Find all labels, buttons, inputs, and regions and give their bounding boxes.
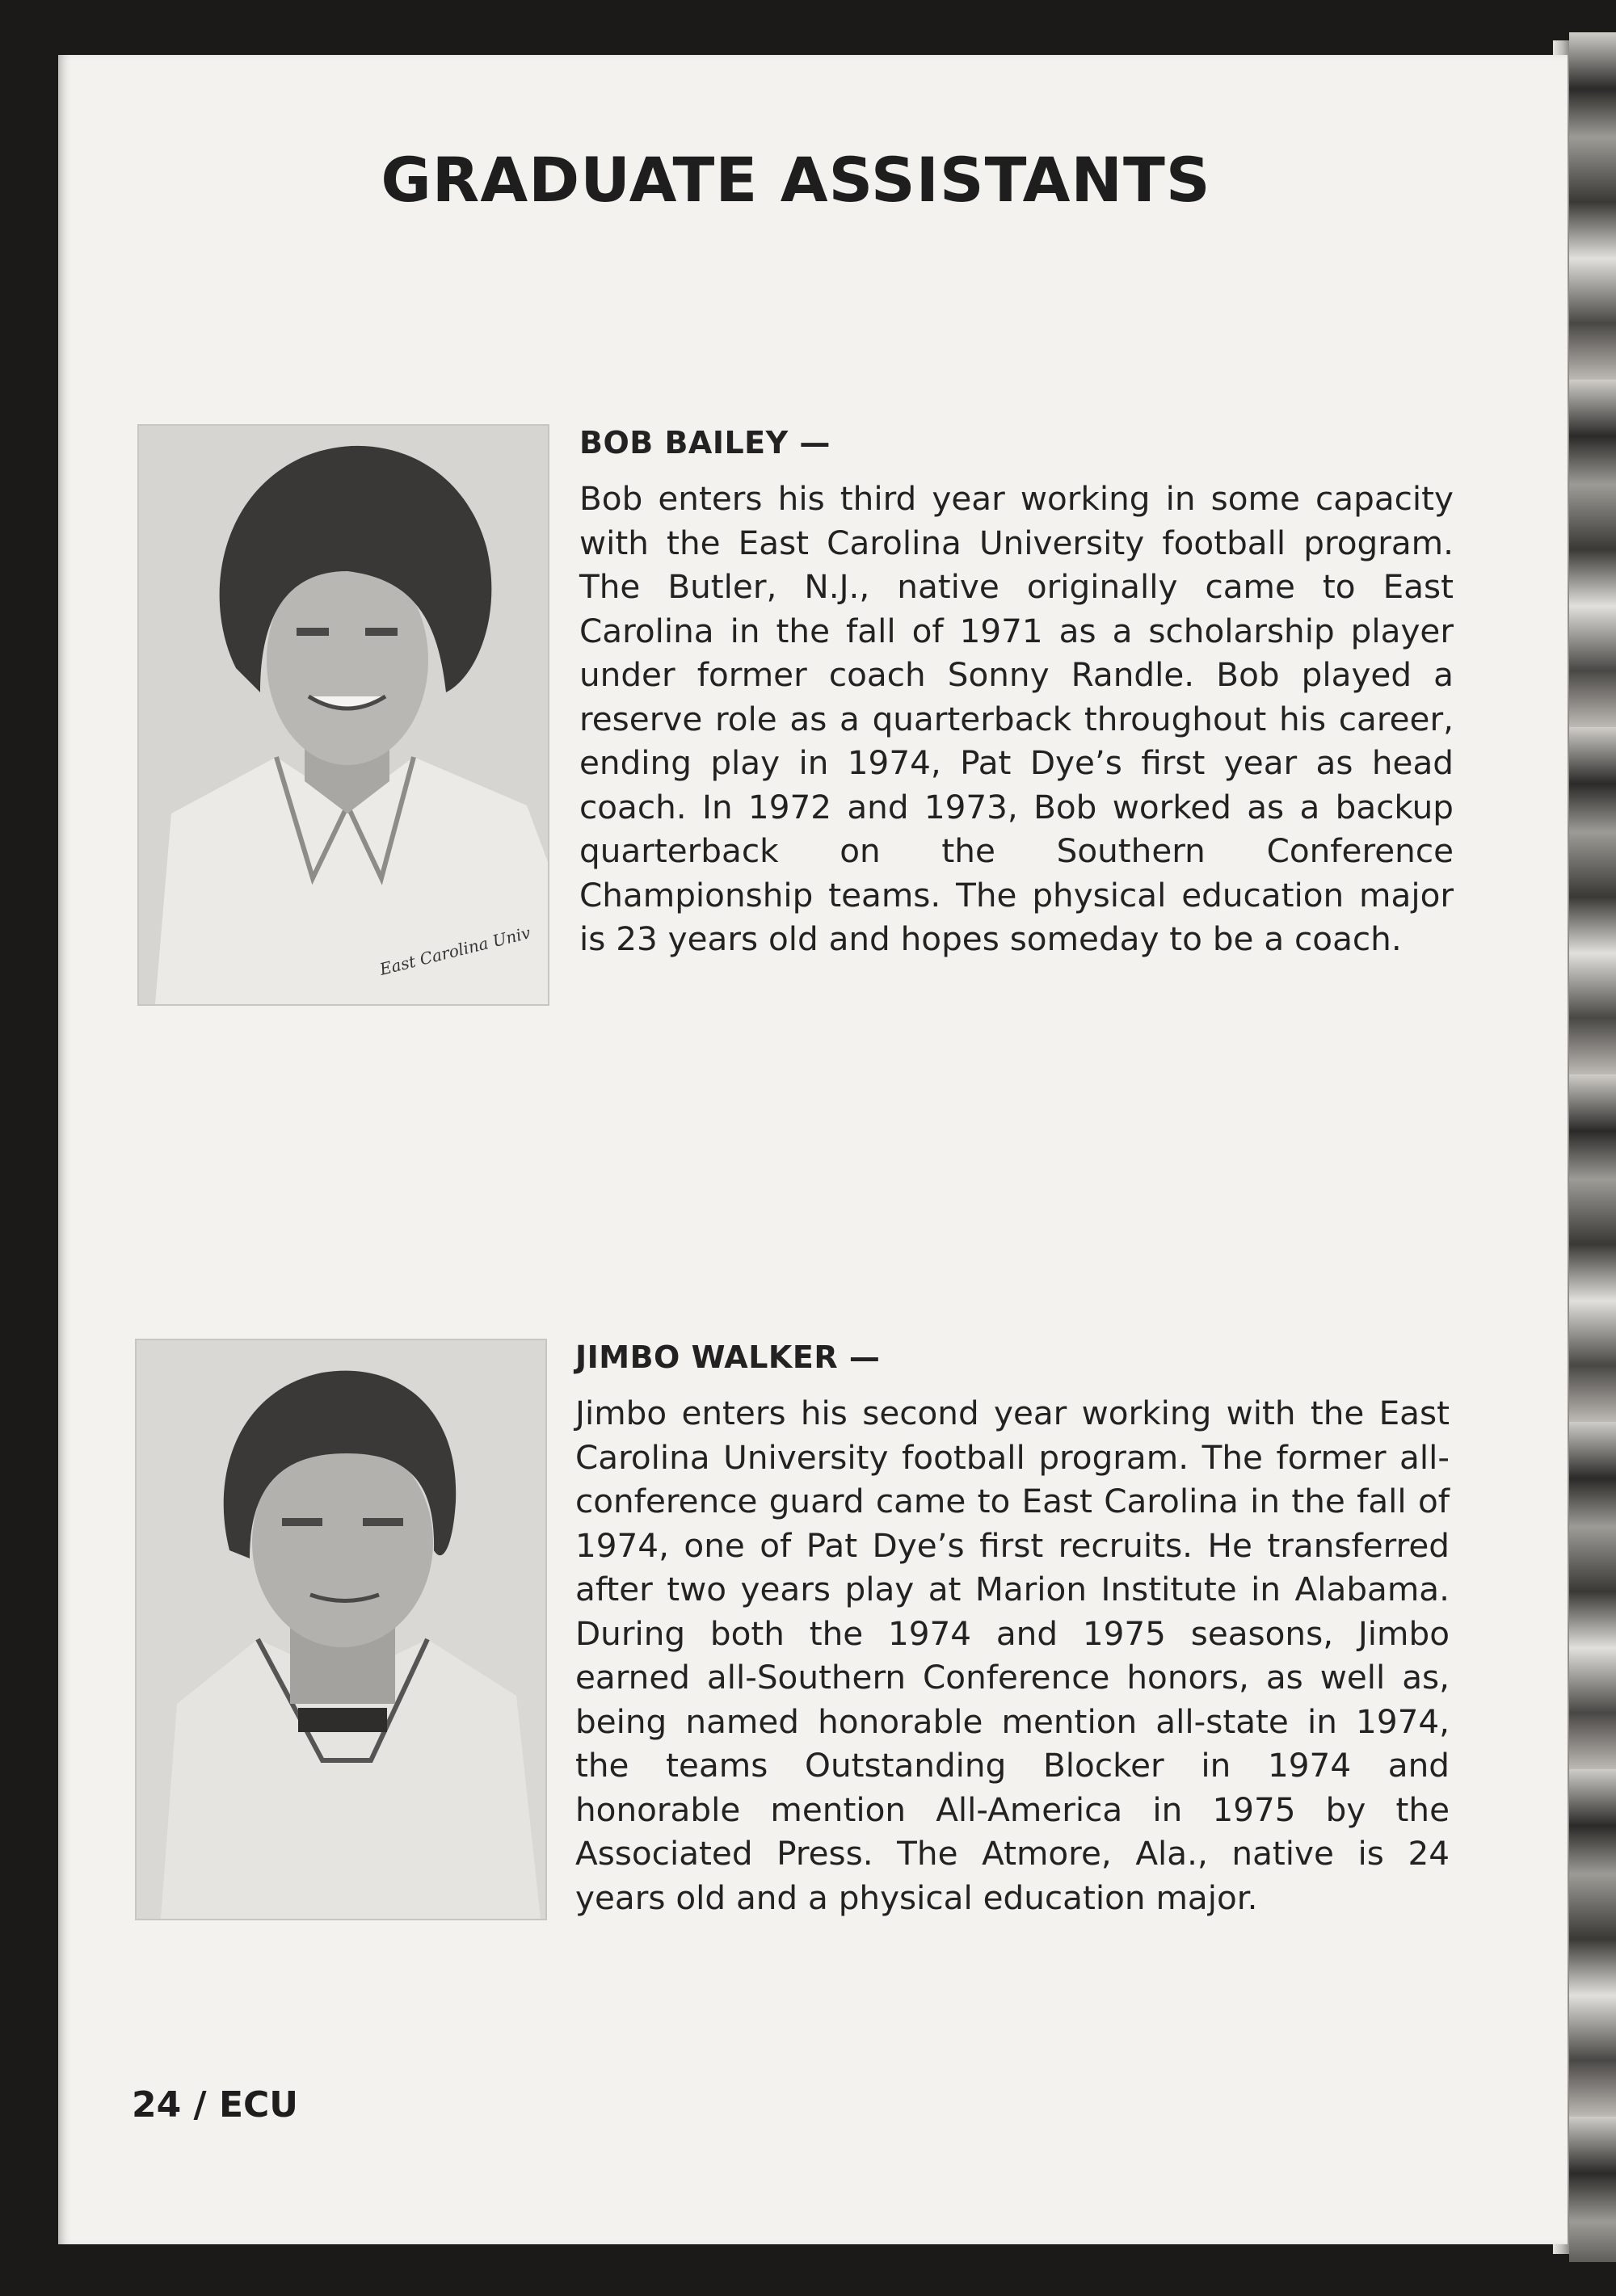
- jimbo-walker-photo: [135, 1339, 547, 1920]
- bio-name: JIMBO WALKER —: [575, 1339, 881, 1375]
- page-title: GRADUATE ASSISTANTS: [381, 144, 1211, 216]
- bob-bailey-photo: [137, 424, 549, 1006]
- adjacent-page-strip: [1569, 32, 1616, 2262]
- bio-jimbo-walker: [575, 1335, 1450, 1920]
- bio-name: BOB BAILEY —: [579, 425, 831, 460]
- bio-text: Bob enters his third year working in some capacity with the East Carolina University football program. The Butler, N.J., native originally came to East Carolina in the fall of 1971 as a scholarship player under former coach Sonny Randle. Bob played a reserve role as a quarterback throughout his career, ending play in 1974, Pat Dye’s first year as head coach. In 1972 and 1973, Bob worked as a backup quarterback on the Southern Conference Championship teams. The physical education major is 23 years old and hopes someday to be a coach.: [579, 479, 1454, 958]
- shirt-logo-text: East Carolina Univ: [377, 923, 532, 979]
- bio-bob-bailey: [579, 420, 1454, 961]
- page-number-footer: 24 / ECU: [132, 2084, 299, 2126]
- bio-text: Jimbo enters his second year working with the East Carolina University football program. The former all-conference guard came to East Carolina in the fall of 1974, one of Pat Dye’s first recruits. He transferred after two years play at Marion Institute in Alabama. During both the 1974 and 1975 seasons, Jimbo earned all-Southern Conference honors, as well as, being named honorable mention all-state in 1974, the teams Outstanding Blocker in 1974 and honorable mention All-America in 1975 by the Associated Press. The Atmore, Ala., native is 24 years old and a physical education major.: [575, 1394, 1450, 1917]
